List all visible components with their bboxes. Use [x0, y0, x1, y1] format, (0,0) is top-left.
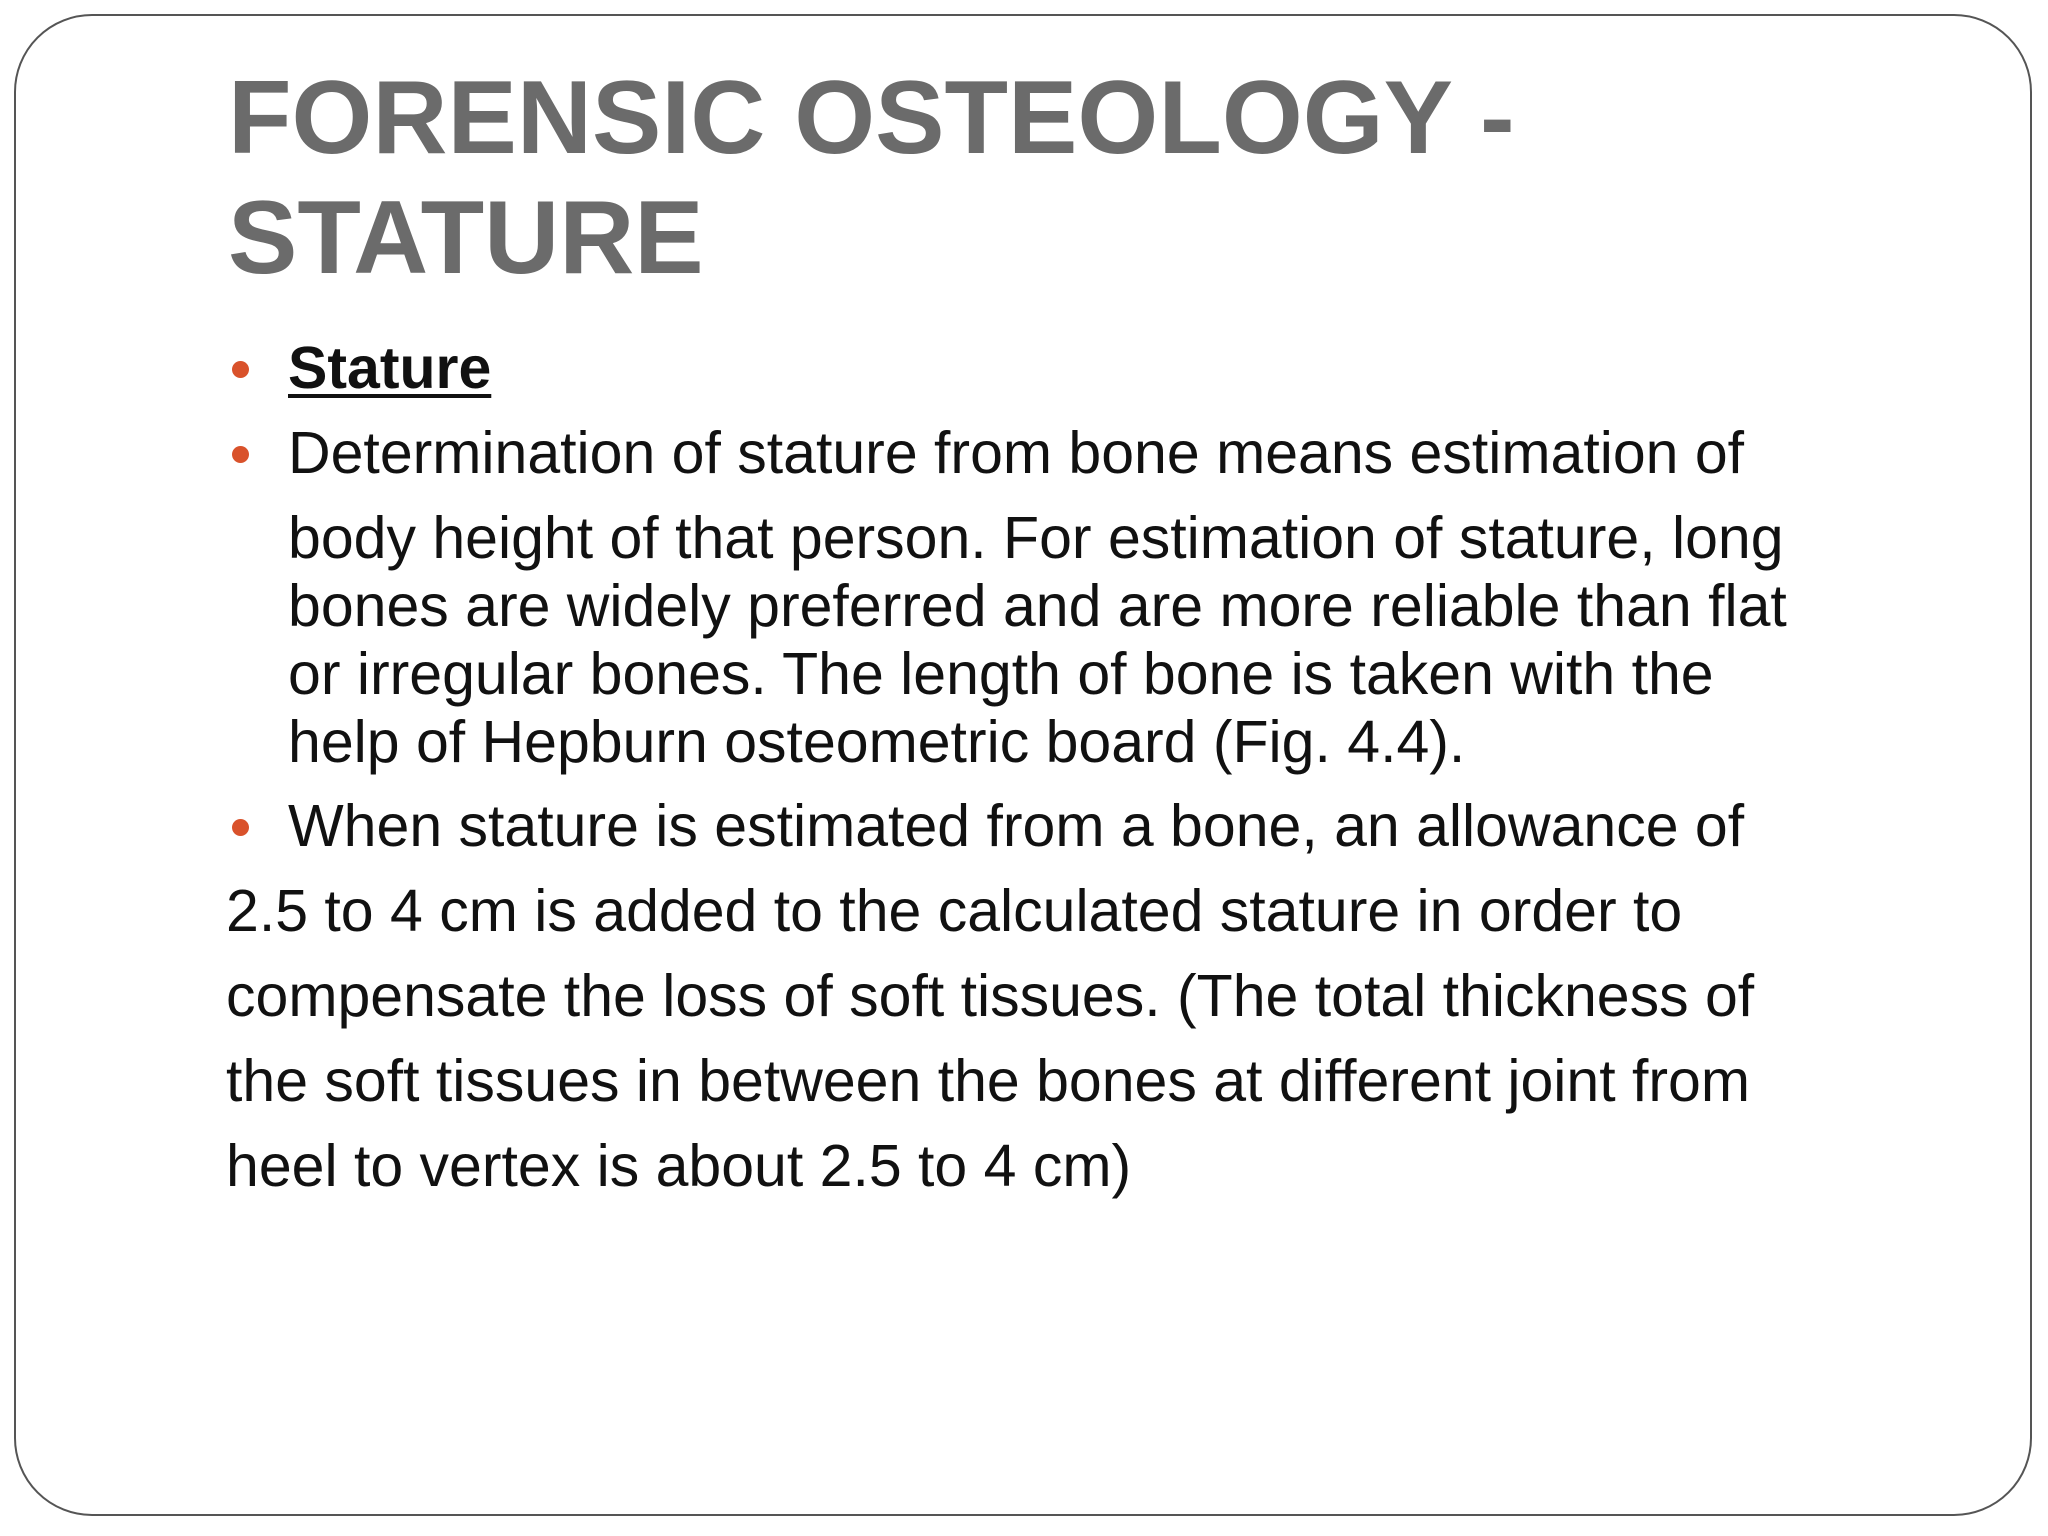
bullet-2-line-5: help of Hepburn osteometric board (Fig. 4.4).: [288, 709, 1466, 775]
bullet-dot-icon: [232, 819, 249, 836]
bullet-3-line-1: When stature is estimated from a bone, an allowance of: [288, 793, 1745, 859]
bullet-2-line-4: or irregular bones. The length of bone is taken with the: [288, 641, 1714, 707]
bullet-2-line-1: Determination of stature from bone means estimation of: [288, 420, 1745, 486]
bullet-dot-icon: [232, 361, 249, 378]
bullet-2-line-3: bones are widely preferred and are more reliable than flat: [288, 573, 1787, 639]
bullet-3-line-4: the soft tissues in between the bones at different joint from: [226, 1048, 1750, 1114]
bullet-dot-icon: [232, 446, 249, 463]
bullet-3-line-3: compensate the loss of soft tissues. (The total thickness of: [226, 963, 1755, 1029]
slide-title-line-2: STATURE: [228, 180, 704, 296]
bullet-3-line-5: heel to vertex is about 2.5 to 4 cm): [226, 1133, 1132, 1199]
bullet-heading-stature: Stature: [288, 335, 492, 401]
slide-title-line-1: FORENSIC OSTEOLOGY -: [228, 60, 1515, 176]
bullet-2-line-2: body height of that person. For estimation of stature, long: [288, 505, 1784, 571]
bullet-3-line-2: 2.5 to 4 cm is added to the calculated stature in order to: [226, 878, 1683, 944]
